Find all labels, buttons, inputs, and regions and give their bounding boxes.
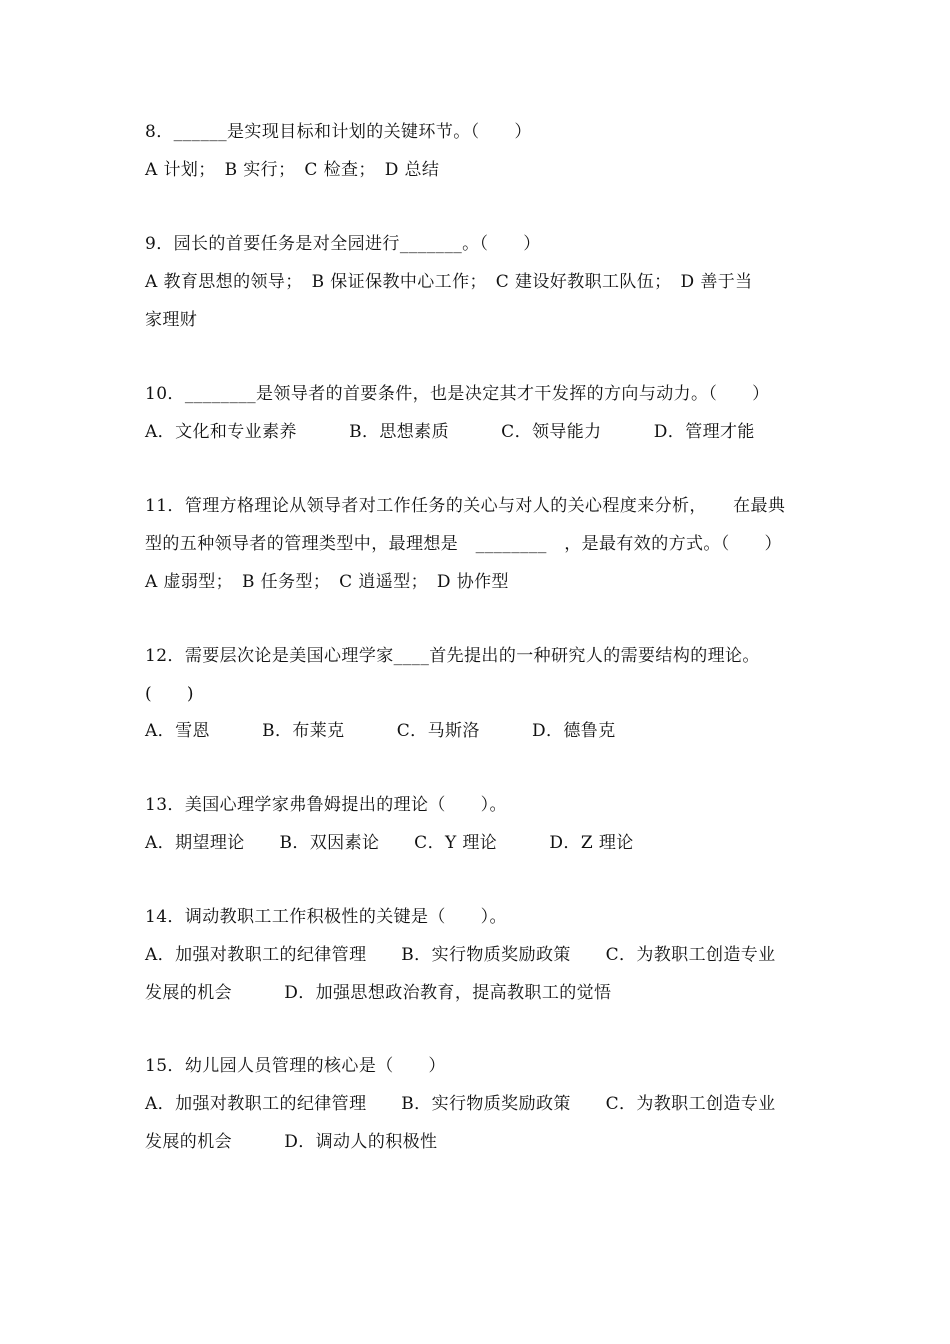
question-9-options-cont: 家理财 (145, 310, 198, 330)
question-12-stem-cont: ( ) (145, 684, 194, 704)
question-8-stem: 8．______是实现目标和计划的关键环节。（ ） (145, 122, 532, 142)
question-14-stem: 14．调动教职工工作积极性的关键是（ ）。 (145, 907, 507, 927)
question-15-options-cont: 发展的机会 D．调动人的积极性 (145, 1132, 438, 1152)
question-15-options: A．加强对教职工的纪律管理 B．实行物质奖励政策 C．为教职工创造专业 (145, 1094, 776, 1114)
question-11-stem: 11．管理方格理论从领导者对工作任务的关心与对人的关心程度来分析， 在最典 (145, 496, 786, 516)
question-15-stem: 15．幼儿园人员管理的核心是（ ） (145, 1056, 446, 1076)
question-14-options: A．加强对教职工的纪律管理 B．实行物质奖励政策 C．为教职工创造专业 (145, 945, 776, 965)
question-11-stem-cont: 型的五种领导者的管理类型中，最理想是 ________ ，是最有效的方式。（ ） (145, 534, 782, 554)
question-11-options: A 虚弱型； B 任务型； C 逍遥型； D 协作型 (145, 572, 509, 592)
question-12-options: A．雪恩 B．布莱克 C．马斯洛 D．德鲁克 (145, 721, 616, 741)
question-12-stem: 12．需要层次论是美国心理学家____首先提出的一种研究人的需要结构的理论。 (145, 646, 760, 666)
question-8-options: A 计划； B 实行； C 检查； D 总结 (145, 160, 440, 180)
question-14-options-cont: 发展的机会 D．加强思想政治教育，提高教职工的觉悟 (145, 983, 612, 1003)
question-13-options: A．期望理论 B．双因素论 C．Y 理论 D．Z 理论 (145, 833, 634, 853)
question-10-stem: 10．________是领导者的首要条件，也是决定其才干发挥的方向与动力。（ ） (145, 384, 770, 404)
question-13-stem: 13．美国心理学家弗鲁姆提出的理论（ ）。 (145, 795, 507, 815)
question-9-options: A 教育思想的领导； B 保证保教中心工作； C 建设好教职工队伍； D 善于当 (145, 272, 753, 292)
question-10-options: A．文化和专业素养 B．思想素质 C．领导能力 D．管理才能 (145, 422, 755, 442)
question-9-stem: 9．园长的首要任务是对全园进行_______。（ ） (145, 234, 541, 254)
